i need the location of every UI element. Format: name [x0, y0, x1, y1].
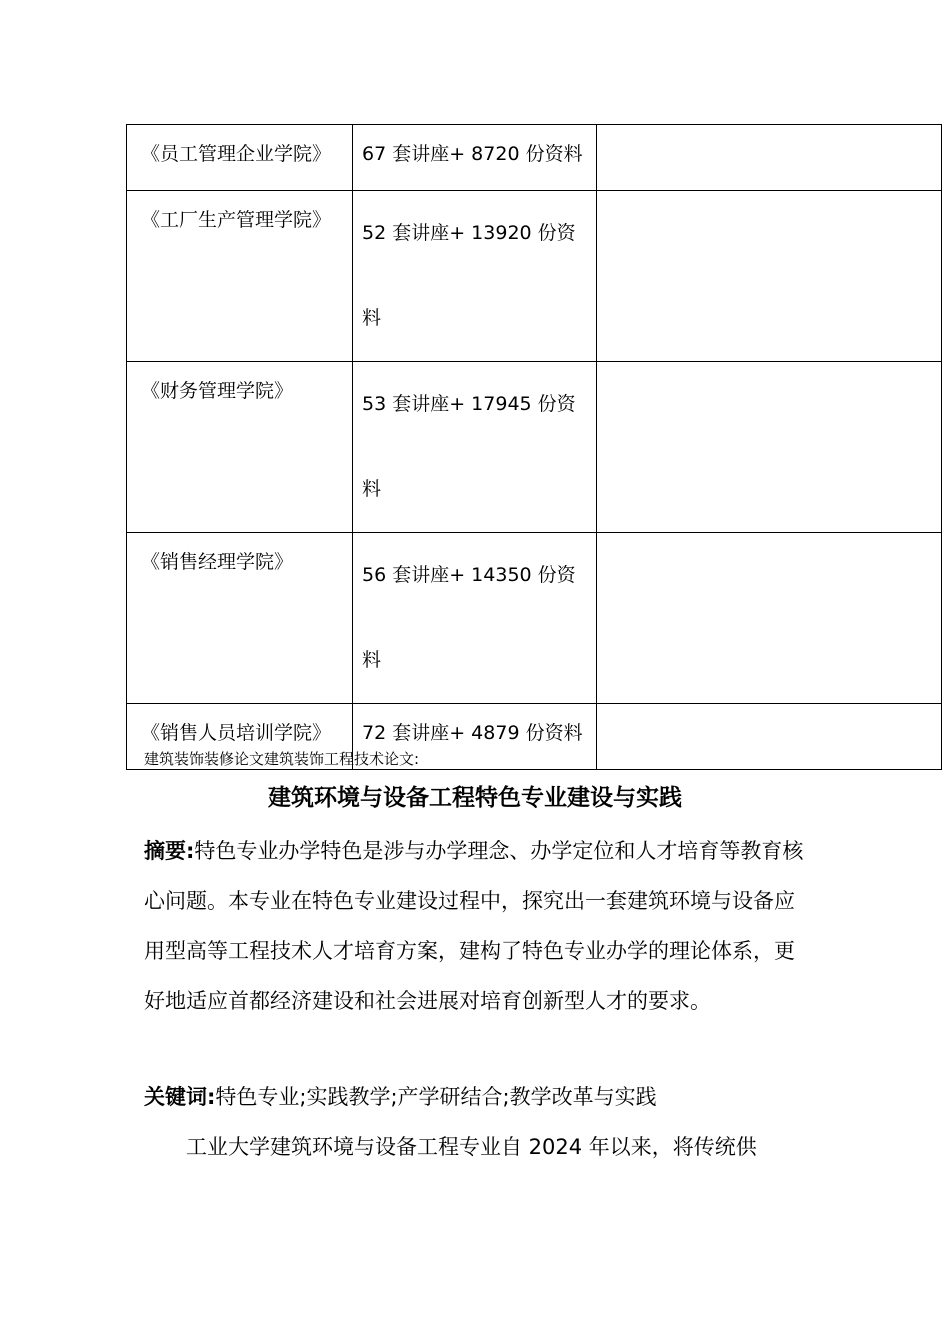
keywords-label: 关键词: [144, 1085, 216, 1109]
article-title: 建筑环境与设备工程特色专业建设与实践 [268, 785, 682, 811]
body-paragraph: 工业大学建筑环境与设备工程专业自 2024 年以来，将传统供 [186, 1135, 757, 1159]
course-name-cell: 《工厂生产管理学院》 [127, 191, 353, 362]
course-resources-text: 56 套讲座+ 14350 份资料 [362, 564, 576, 671]
course-name-cell: 《销售人员培训学院》 [127, 704, 353, 770]
category-note: 建筑装饰装修论文建筑装饰工程技术论文: [144, 750, 420, 768]
abstract-label: 摘要: [144, 839, 195, 863]
course-name-cell: 《销售经理学院》 [127, 533, 353, 704]
course-name-cell: 《财务管理学院》 [127, 362, 353, 533]
table-row [127, 191, 942, 362]
course-resources-cell [353, 362, 597, 533]
abstract-paragraph [144, 826, 808, 1026]
course-resources-cell [353, 533, 597, 704]
keywords-paragraph [144, 1076, 808, 1118]
course-extra-cell [597, 191, 942, 362]
table-row [127, 533, 942, 704]
course-resources-cell: 67 套讲座+ 8720 份资料 [353, 125, 597, 191]
course-extra-cell [597, 533, 942, 704]
table-row [127, 362, 942, 533]
course-extra-cell [597, 362, 942, 533]
course-resources-cell [353, 191, 597, 362]
keywords-text: 特色专业;实践教学;产学研结合;教学改革与实践 [215, 1085, 657, 1109]
course-resources-text: 52 套讲座+ 13920 份资料 [362, 222, 576, 329]
abstract-text: 特色专业办学特色是涉与办学理念、办学定位和人才培育等教育核心问题。本专业在特色专业建设过程中，探究出一套建筑环境与设备应用型高等工程技术人才培育方案，建构了特色专业办学的理论体系，更好地适应首都经济建设和社会进展对培育创新型人才的要求。 [144, 839, 804, 1013]
course-extra-cell [597, 704, 942, 770]
course-name-cell: 《员工管理企业学院》 [127, 125, 353, 191]
table-row [127, 125, 942, 191]
course-extra-cell [597, 125, 942, 191]
course-table [126, 124, 942, 770]
course-resources-text: 53 套讲座+ 17945 份资料 [362, 393, 576, 500]
course-resources-cell: 72 套讲座+ 4879 份资料 [353, 704, 597, 770]
